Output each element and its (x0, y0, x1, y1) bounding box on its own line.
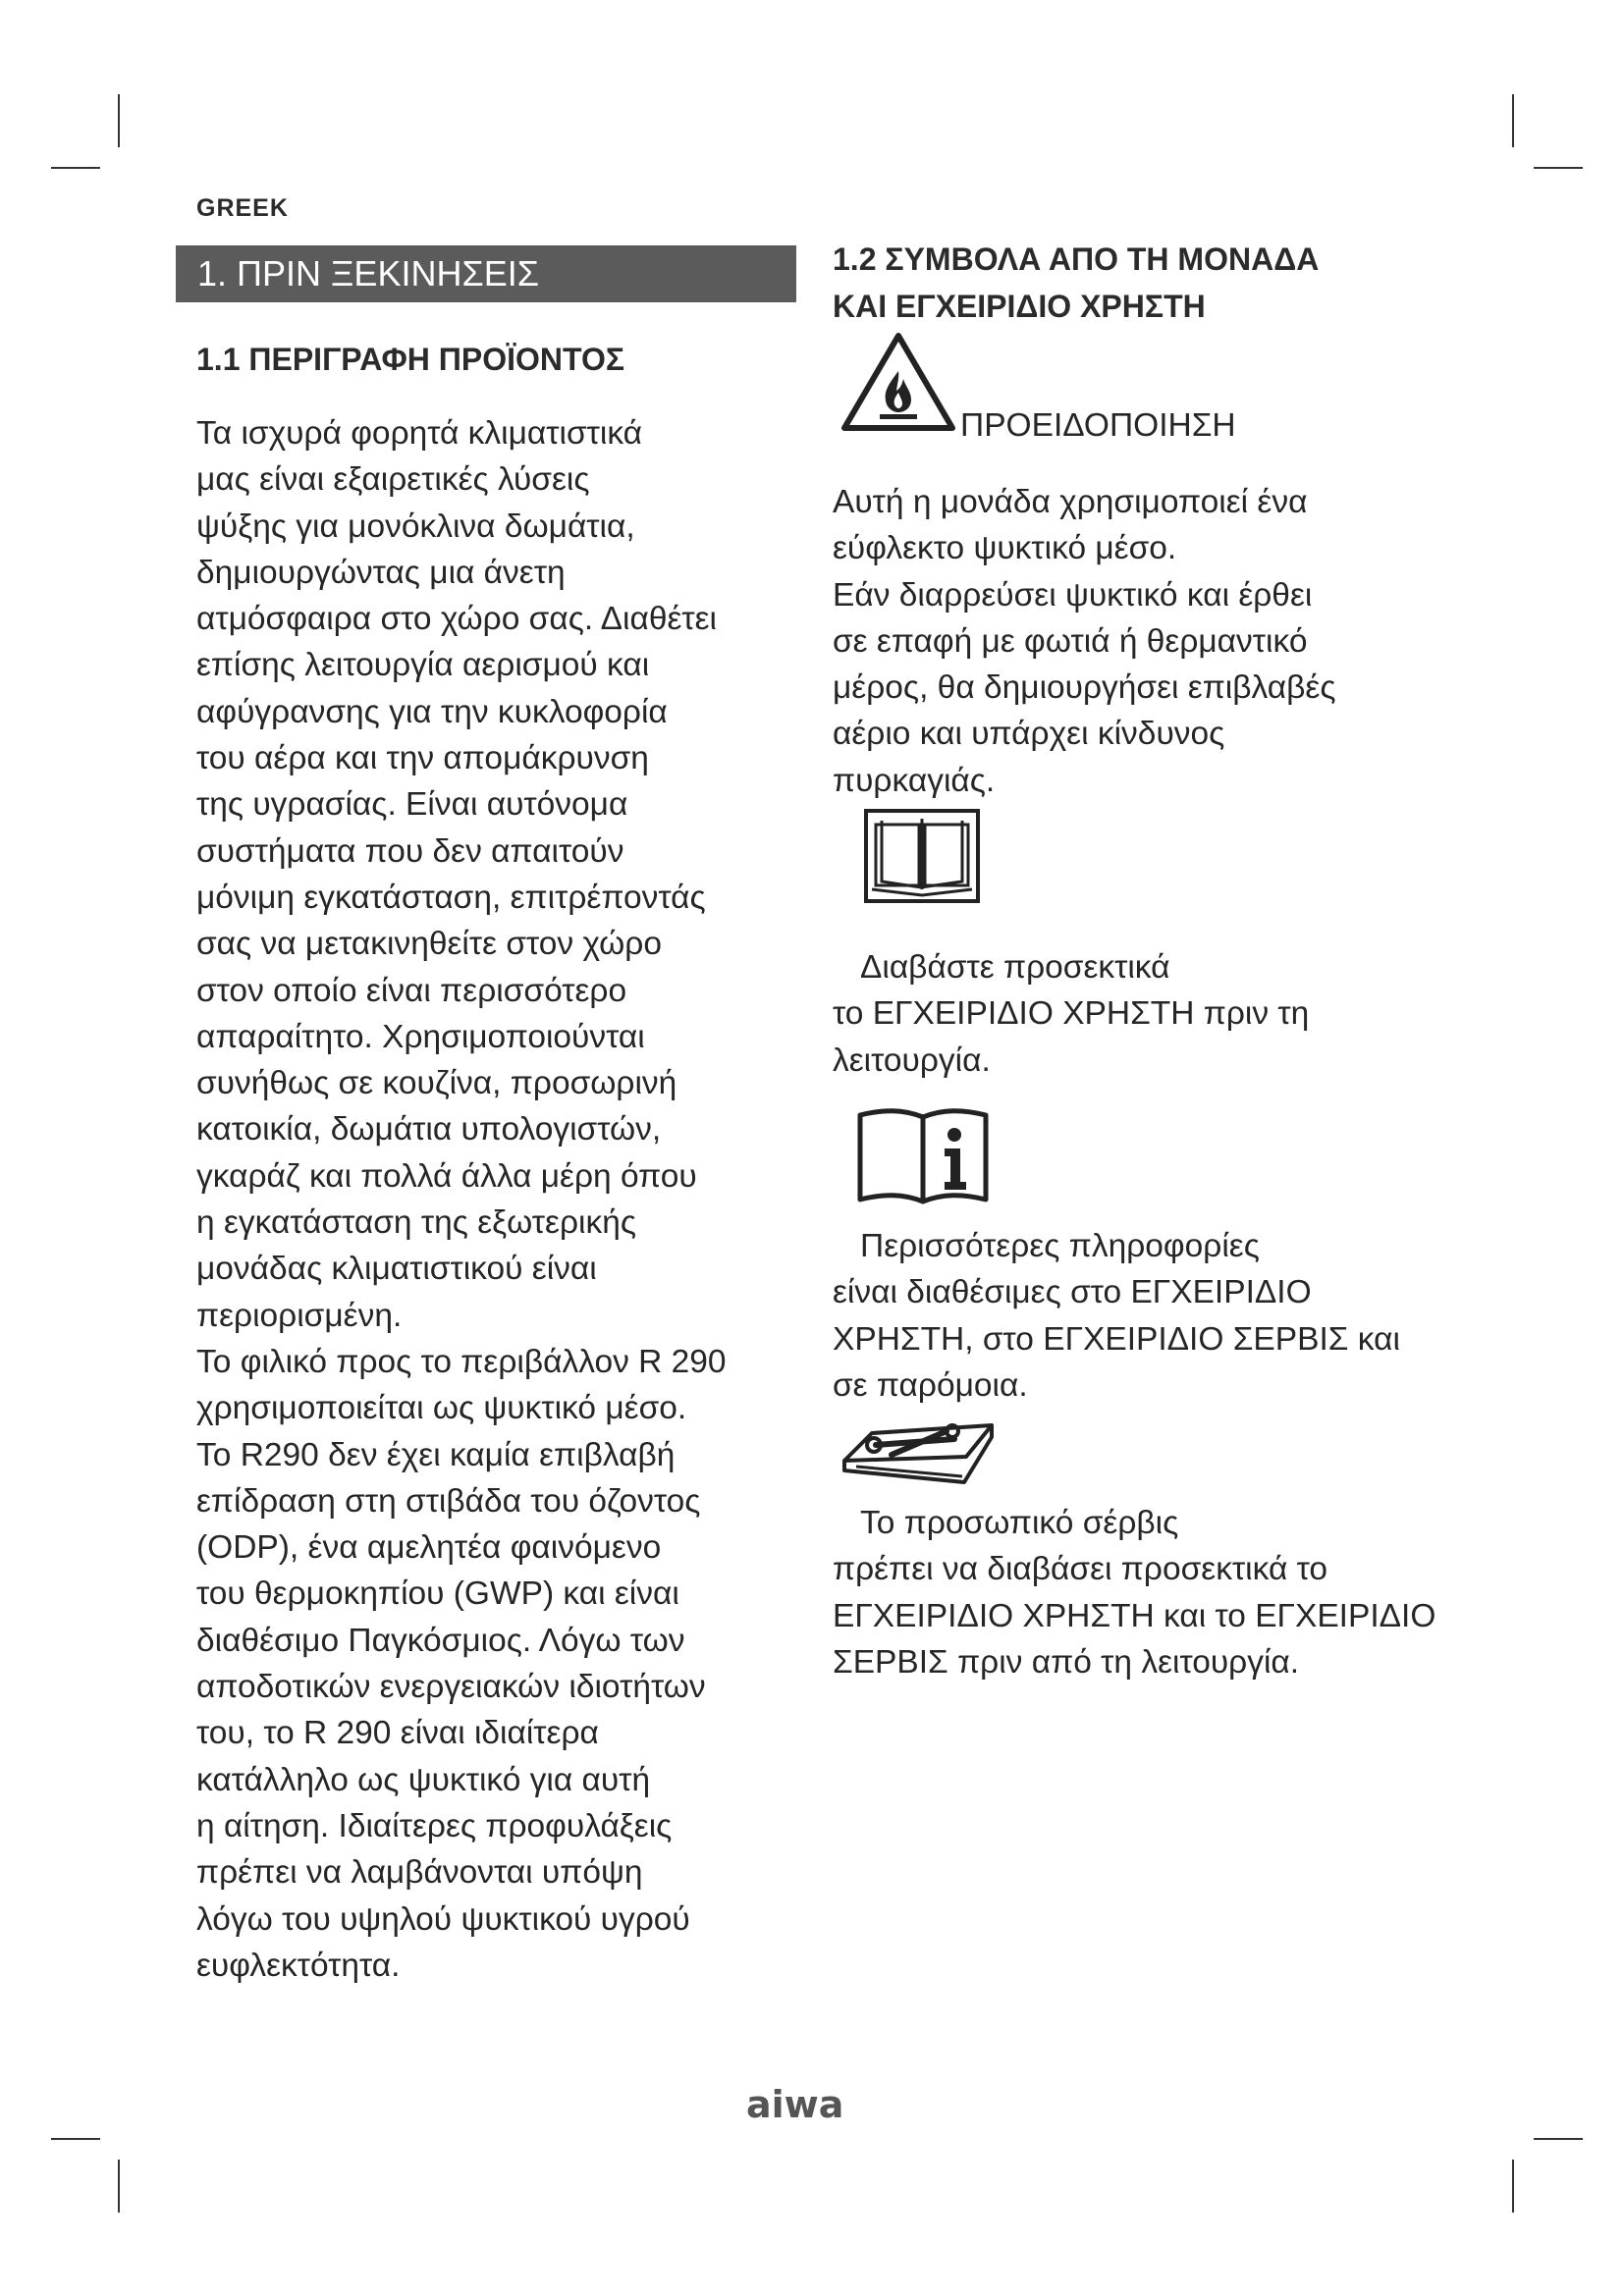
body-text-line: μονάδας κλιματιστικού είναι (196, 1251, 597, 1288)
body-text-line: ψύξης για μονόκλινα δωμάτια, (196, 507, 635, 545)
body-text-line: (ODP), ένα αμελητέα φαινόμενο (196, 1529, 662, 1567)
brand-logo: aiwa (746, 2083, 844, 2126)
service-text-line: ΕΓΧΕΙΡΙΔΙΟ ΧΡΗΣΤΗ και το ΕΓΧΕΙΡΙΔΙΟ (833, 1597, 1436, 1634)
service-manual-icon (837, 1412, 1003, 1488)
info-manual-icon (854, 1105, 992, 1205)
body-text-line: μας είναι εξαιρετικές λύσεις (196, 461, 590, 499)
service-text-line: ΣΕΡΒΙΣ πριν από τη λειτουργία. (833, 1643, 1300, 1681)
body-text-line: λόγω του υψηλού ψυκτικού υγρού (196, 1900, 690, 1938)
warning-text-line: Εάν διαρρεύσει ψυκτικό και έρθει (833, 576, 1313, 614)
body-text-line: πρέπει να λαμβάνονται υπόψη (196, 1854, 643, 1892)
read-manual-text (833, 944, 1461, 1084)
body-text-line: της υγρασίας. Είναι αυτόνομα (196, 786, 628, 824)
product-description-text (196, 410, 825, 1989)
body-text-line: μόνιμη εγκατάσταση, επιτρέποντάς (196, 879, 706, 916)
body-text-line: ατμόσφαιρα στο χώρο σας. Διαθέτει (196, 601, 717, 638)
crop-mark (118, 94, 120, 147)
symbols-heading-line: 1.2 ΣΥΜΒΟΛΑ ΑΠΟ ΤΗ ΜΟΝΑΔΑ (833, 241, 1320, 277)
body-text-line: αφύγρανσης για την κυκλοφορία (196, 693, 668, 730)
body-text-line: επίδραση στη στιβάδα του όζοντος (196, 1482, 701, 1520)
flammable-warning-icon (840, 332, 956, 434)
read-manual-text-line: το ΕΓΧΕΙΡΙΔΙΟ ΧΡΗΣΤΗ πριν τη (833, 995, 1310, 1033)
body-text-line: αποδοτικών ενεργειακών ιδιοτήτων (196, 1669, 706, 1706)
body-text-line: διαθέσιμο Παγκόσμιος. Λόγω των (196, 1622, 685, 1659)
body-text-line: δημιουργώντας μια άνετη (196, 554, 566, 591)
body-text-line: Τα ισχυρά φορητά κλιματιστικά (196, 415, 643, 452)
crop-mark (1534, 167, 1583, 169)
product-description-heading: 1.1 ΠΕΡΙΓΡΑΦΗ ΠΡΟΪΟΝΤΟΣ (196, 342, 625, 377)
body-text-line: του θερμοκηπίου (GWP) και είναι (196, 1575, 679, 1613)
symbols-heading (833, 236, 1441, 330)
warning-text-line: σε επαφή με φωτιά ή θερμαντικό (833, 622, 1308, 660)
read-manual-text-line: λειτουργία. (833, 1041, 991, 1079)
body-text-line: περιορισμένη. (196, 1297, 403, 1334)
warning-text-line: μέρος, θα δημιουργήσει επιβλαβές (833, 669, 1336, 707)
book-manual-icon (862, 807, 982, 905)
warning-text-line: εύφλεκτο ψυκτικό μέσο. (833, 530, 1177, 567)
body-text-line: η αίτηση. Ιδιαίτερες προφυλάξεις (196, 1807, 673, 1844)
body-text-line: Το R290 δεν έχει καμία επιβλαβή (196, 1436, 676, 1473)
body-text-line: στον οποίο είναι περισσότερο (196, 972, 627, 1009)
symbols-heading-line: ΚΑΙ ΕΓΧΕΙΡΙΔΙΟ ΧΡΗΣΤΗ (833, 289, 1206, 324)
warning-text (833, 479, 1461, 804)
body-text-line: σας να μετακινηθείτε στον χώρο (196, 926, 662, 963)
info-text (833, 1223, 1461, 1409)
service-text-line: πρέπει να διαβάσει προσεκτικά το (833, 1551, 1328, 1588)
body-text-line: Το φιλικό προς το περιβάλλον R 290 (196, 1343, 727, 1380)
info-text-line: είναι διαθέσιμες στο ΕΓΧΕΙΡΙΔΙΟ (833, 1274, 1312, 1311)
service-text-line: Το προσωπικό σέρβις (860, 1505, 1179, 1541)
crop-mark (1512, 94, 1514, 147)
body-text-line: κατοικία, δωμάτια υπολογιστών, (196, 1111, 662, 1148)
body-text-line: συνήθως σε κουζίνα, προσωρινή (196, 1065, 677, 1102)
info-text-line: ΧΡΗΣΤΗ, στο ΕΓΧΕΙΡΙΔΙΟ ΣΕΡΒΙΣ και (833, 1320, 1400, 1358)
body-text-line: συστήματα που δεν απαιτούν (196, 832, 624, 870)
warning-label: ΠΡΟΕΙΔΟΠΟΙΗΣΗ (960, 407, 1236, 444)
body-text-line: απαραίτητο. Χρησιμοποιούνται (196, 1018, 645, 1055)
body-text-line: του, το R 290 είναι ιδιαίτερα (196, 1715, 599, 1752)
body-text-line: γκαράζ και πολλά άλλα μέρη όπου (196, 1157, 697, 1195)
body-text-line: ευφλεκτότητα. (196, 1947, 401, 1984)
crop-mark (51, 167, 100, 169)
warning-text-line: Αυτή η μονάδα χρησιμοποιεί ένα (833, 484, 1308, 520)
read-manual-text-line: Διαβάστε προσεκτικά (860, 949, 1170, 986)
body-text-line: η εγκατάσταση της εξωτερικής (196, 1204, 636, 1242)
section-title-bar: 1. ΠΡΙΝ ΞΕΚΙΝΗΣΕΙΣ (176, 245, 796, 302)
body-text-line: επίσης λειτουργία αερισμού και (196, 647, 650, 684)
body-text-line: του αέρα και την απομάκρυνση (196, 740, 649, 777)
crop-mark (1512, 2160, 1514, 2213)
warning-text-line: πυρκαγιάς. (833, 762, 996, 799)
language-label: GREEK (196, 194, 289, 222)
body-text-line: χρησιμοποιείται ως ψυκτικό μέσο. (196, 1390, 687, 1427)
service-text (833, 1500, 1461, 1685)
info-text-line: σε παρόμοια. (833, 1366, 1028, 1404)
warning-text-line: αέριο και υπάρχει κίνδυνος (833, 716, 1225, 753)
crop-mark (51, 2138, 100, 2140)
body-text-line: κατάλληλο ως ψυκτικό για αυτή (196, 1761, 651, 1798)
crop-mark (1534, 2138, 1583, 2140)
crop-mark (118, 2160, 120, 2213)
info-text-line: Περισσότερες πληροφορίες (860, 1228, 1260, 1264)
